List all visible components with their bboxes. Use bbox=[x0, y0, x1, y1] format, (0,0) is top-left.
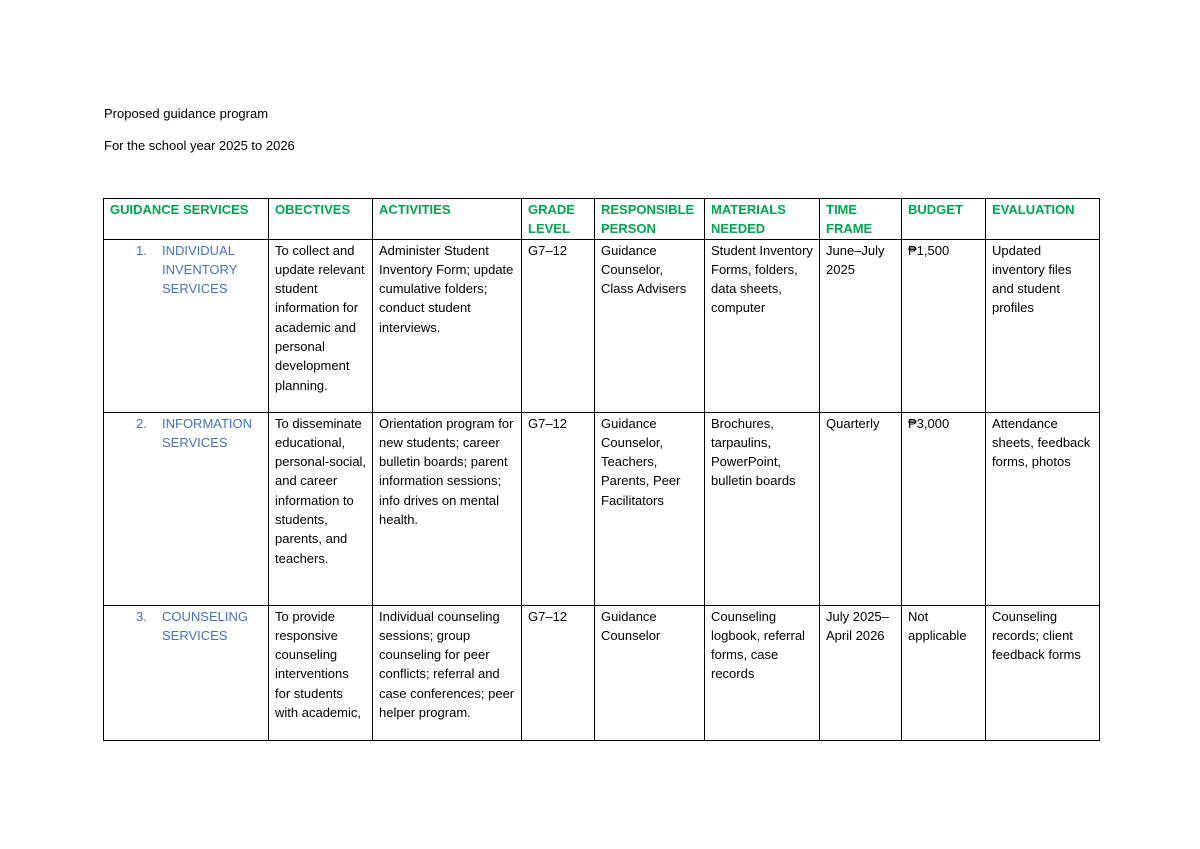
budget-cell: ₱3,000 bbox=[902, 412, 986, 605]
service-name: COUNSELING SERVICES bbox=[162, 608, 248, 643]
guidance-program-table bbox=[103, 198, 1100, 741]
grade-level-cell: G7–12 bbox=[522, 239, 595, 412]
service-cell bbox=[104, 239, 269, 412]
table-row bbox=[104, 412, 1100, 605]
time-frame-cell: June–July 2025 bbox=[820, 239, 902, 412]
materials-cell: Student Inventory Forms, folders, data sheets, computer bbox=[705, 239, 820, 412]
time-frame-cell: Quarterly bbox=[820, 412, 902, 605]
grade-level-cell: G7–12 bbox=[522, 412, 595, 605]
service-name: INFORMATION SERVICES bbox=[162, 415, 253, 450]
evaluation-cell: Counseling records; client feedback forms bbox=[986, 605, 1100, 740]
service-cell bbox=[104, 412, 269, 605]
materials-cell: Brochures, tarpaulins, PowerPoint, bulletin boards bbox=[705, 412, 820, 605]
table-row bbox=[104, 239, 1100, 412]
responsible-person-cell: Guidance Counselor bbox=[595, 605, 705, 740]
service-cell bbox=[104, 605, 269, 740]
header-budget: BUDGET bbox=[902, 199, 986, 240]
time-frame-cell: July 2025– April 2026 bbox=[820, 605, 902, 740]
table-row bbox=[104, 605, 1100, 740]
header-activities: ACTIVITIES bbox=[373, 199, 522, 240]
materials-cell: Counseling logbook, referral forms, case records bbox=[705, 605, 820, 740]
grade-level-cell: G7–12 bbox=[522, 605, 595, 740]
activities-cell: Individual counseling sessions; group counseling for peer conflicts; referral and case conferences; peer helper program. bbox=[373, 605, 522, 740]
activities-cell: Administer Student Inventory Form; update cumulative folders; conduct student interviews. bbox=[373, 239, 522, 412]
evaluation-cell: Updated inventory files and student profiles bbox=[986, 239, 1100, 412]
budget-cell: ₱1,500 bbox=[902, 239, 986, 412]
evaluation-cell: Attendance sheets, feedback forms, photos bbox=[986, 412, 1100, 605]
header-evaluation: EVALUATION bbox=[986, 199, 1100, 240]
responsible-person-cell: Guidance Counselor, Teachers, Parents, Peer Facilitators bbox=[595, 412, 705, 605]
service-number: 1. bbox=[136, 242, 147, 258]
document-subtitle: For the school year 2025 to 2026 bbox=[104, 138, 295, 153]
objectives-cell: To disseminate educational, personal-social, and career information to students, parents, and teachers. bbox=[269, 412, 373, 605]
header-time-frame: TIME FRAME bbox=[820, 199, 902, 240]
responsible-person-cell: Guidance Counselor, Class Advisers bbox=[595, 239, 705, 412]
table-header-row bbox=[104, 199, 1100, 240]
objectives-cell: To collect and update relevant student information for academic and personal development planning. bbox=[269, 239, 373, 412]
header-guidance-services: GUIDANCE SERVICES bbox=[104, 199, 269, 240]
service-name: INDIVIDUAL INVENTORY SERVICES bbox=[162, 242, 238, 297]
header-responsible-person: RESPONSIBLE PERSON bbox=[595, 199, 705, 240]
service-number: 2. bbox=[136, 415, 147, 431]
objectives-cell: To provide responsive counseling interventions for students with academic, bbox=[269, 605, 373, 740]
document-title: Proposed guidance program bbox=[104, 106, 269, 121]
activities-cell: Orientation program for new students; career bulletin boards; parent information sessions; info drives on mental health. bbox=[373, 412, 522, 605]
header-objectives: OBECTIVES bbox=[269, 199, 373, 240]
service-number: 3. bbox=[136, 608, 147, 624]
budget-cell: Not applicable bbox=[902, 605, 986, 740]
header-materials-needed: MATERIALS NEEDED bbox=[705, 199, 820, 240]
header-grade-level: GRADE LEVEL bbox=[522, 199, 595, 240]
